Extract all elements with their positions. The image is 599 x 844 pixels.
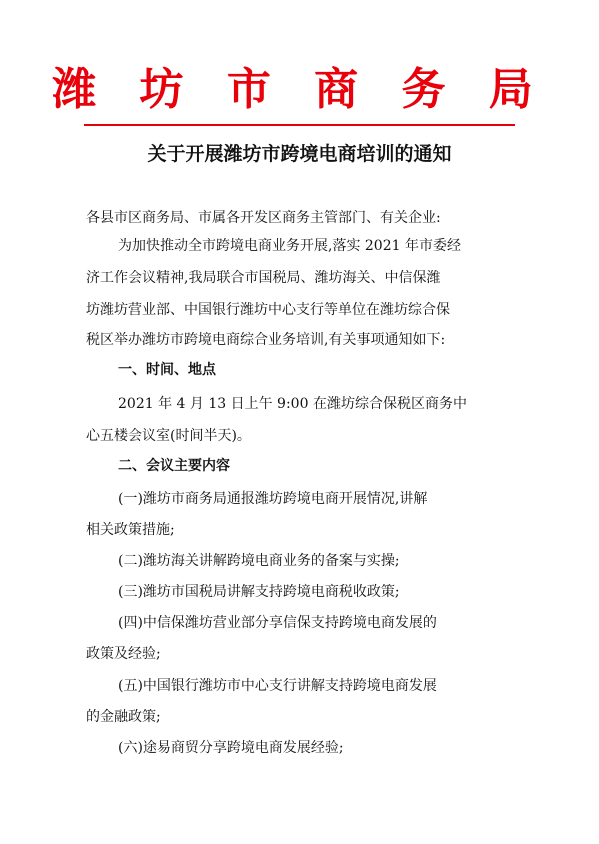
addressee-line: 各县市区商务局、市属各开发区商务主管部门、有关企业: <box>86 210 441 226</box>
list-item: (四)中信保潍坊营业部分享信保支持跨境电商发展的 <box>118 615 437 631</box>
red-divider-line <box>84 124 515 126</box>
list-item: (一)潍坊市商务局通报潍坊跨境电商开展情况,讲解 <box>118 491 428 507</box>
intro-paragraph-line: 济工作会议精神,我局联合市国税局、潍坊海关、中信保潍 <box>86 270 441 286</box>
list-item-continuation: 相关政策措施; <box>86 522 175 538</box>
list-item: (五)中国银行潍坊市中心支行讲解支持跨境电商发展 <box>118 678 437 694</box>
section-heading-meeting-content: 二、会议主要内容 <box>118 458 230 474</box>
document-title: 关于开展潍坊市跨境电商培训的通知 <box>147 143 452 165</box>
intro-paragraph-line: 为加快推动全市跨境电商业务开展,落实 2021 年市委经 <box>118 238 461 254</box>
section-heading-time-place: 一、时间、地点 <box>118 362 216 378</box>
issuing-authority-header: 潍 坊 市 商 务 局 <box>52 64 547 115</box>
intro-paragraph-line: 税区举办潍坊市跨境电商综合业务培训,有关事项通知如下: <box>86 332 446 348</box>
section-paragraph-line: 心五楼会议室(时间半天)。 <box>86 428 251 444</box>
list-item-continuation: 的金融政策; <box>86 709 161 725</box>
section-paragraph-line: 2021 年 4 月 13 日上午 9:00 在潍坊综合保税区商务中 <box>118 396 467 412</box>
intro-paragraph-line: 坊潍坊营业部、中国银行潍坊中心支行等单位在潍坊综合保 <box>86 302 450 318</box>
list-item: (二)潍坊海关讲解跨境电商业务的备案与实操; <box>118 553 400 569</box>
list-item-continuation: 政策及经验; <box>86 646 161 662</box>
list-item: (三)潍坊市国税局讲解支持跨境电商税收政策; <box>118 584 400 600</box>
list-item: (六)途易商贸分享跨境电商发展经验; <box>118 740 344 756</box>
